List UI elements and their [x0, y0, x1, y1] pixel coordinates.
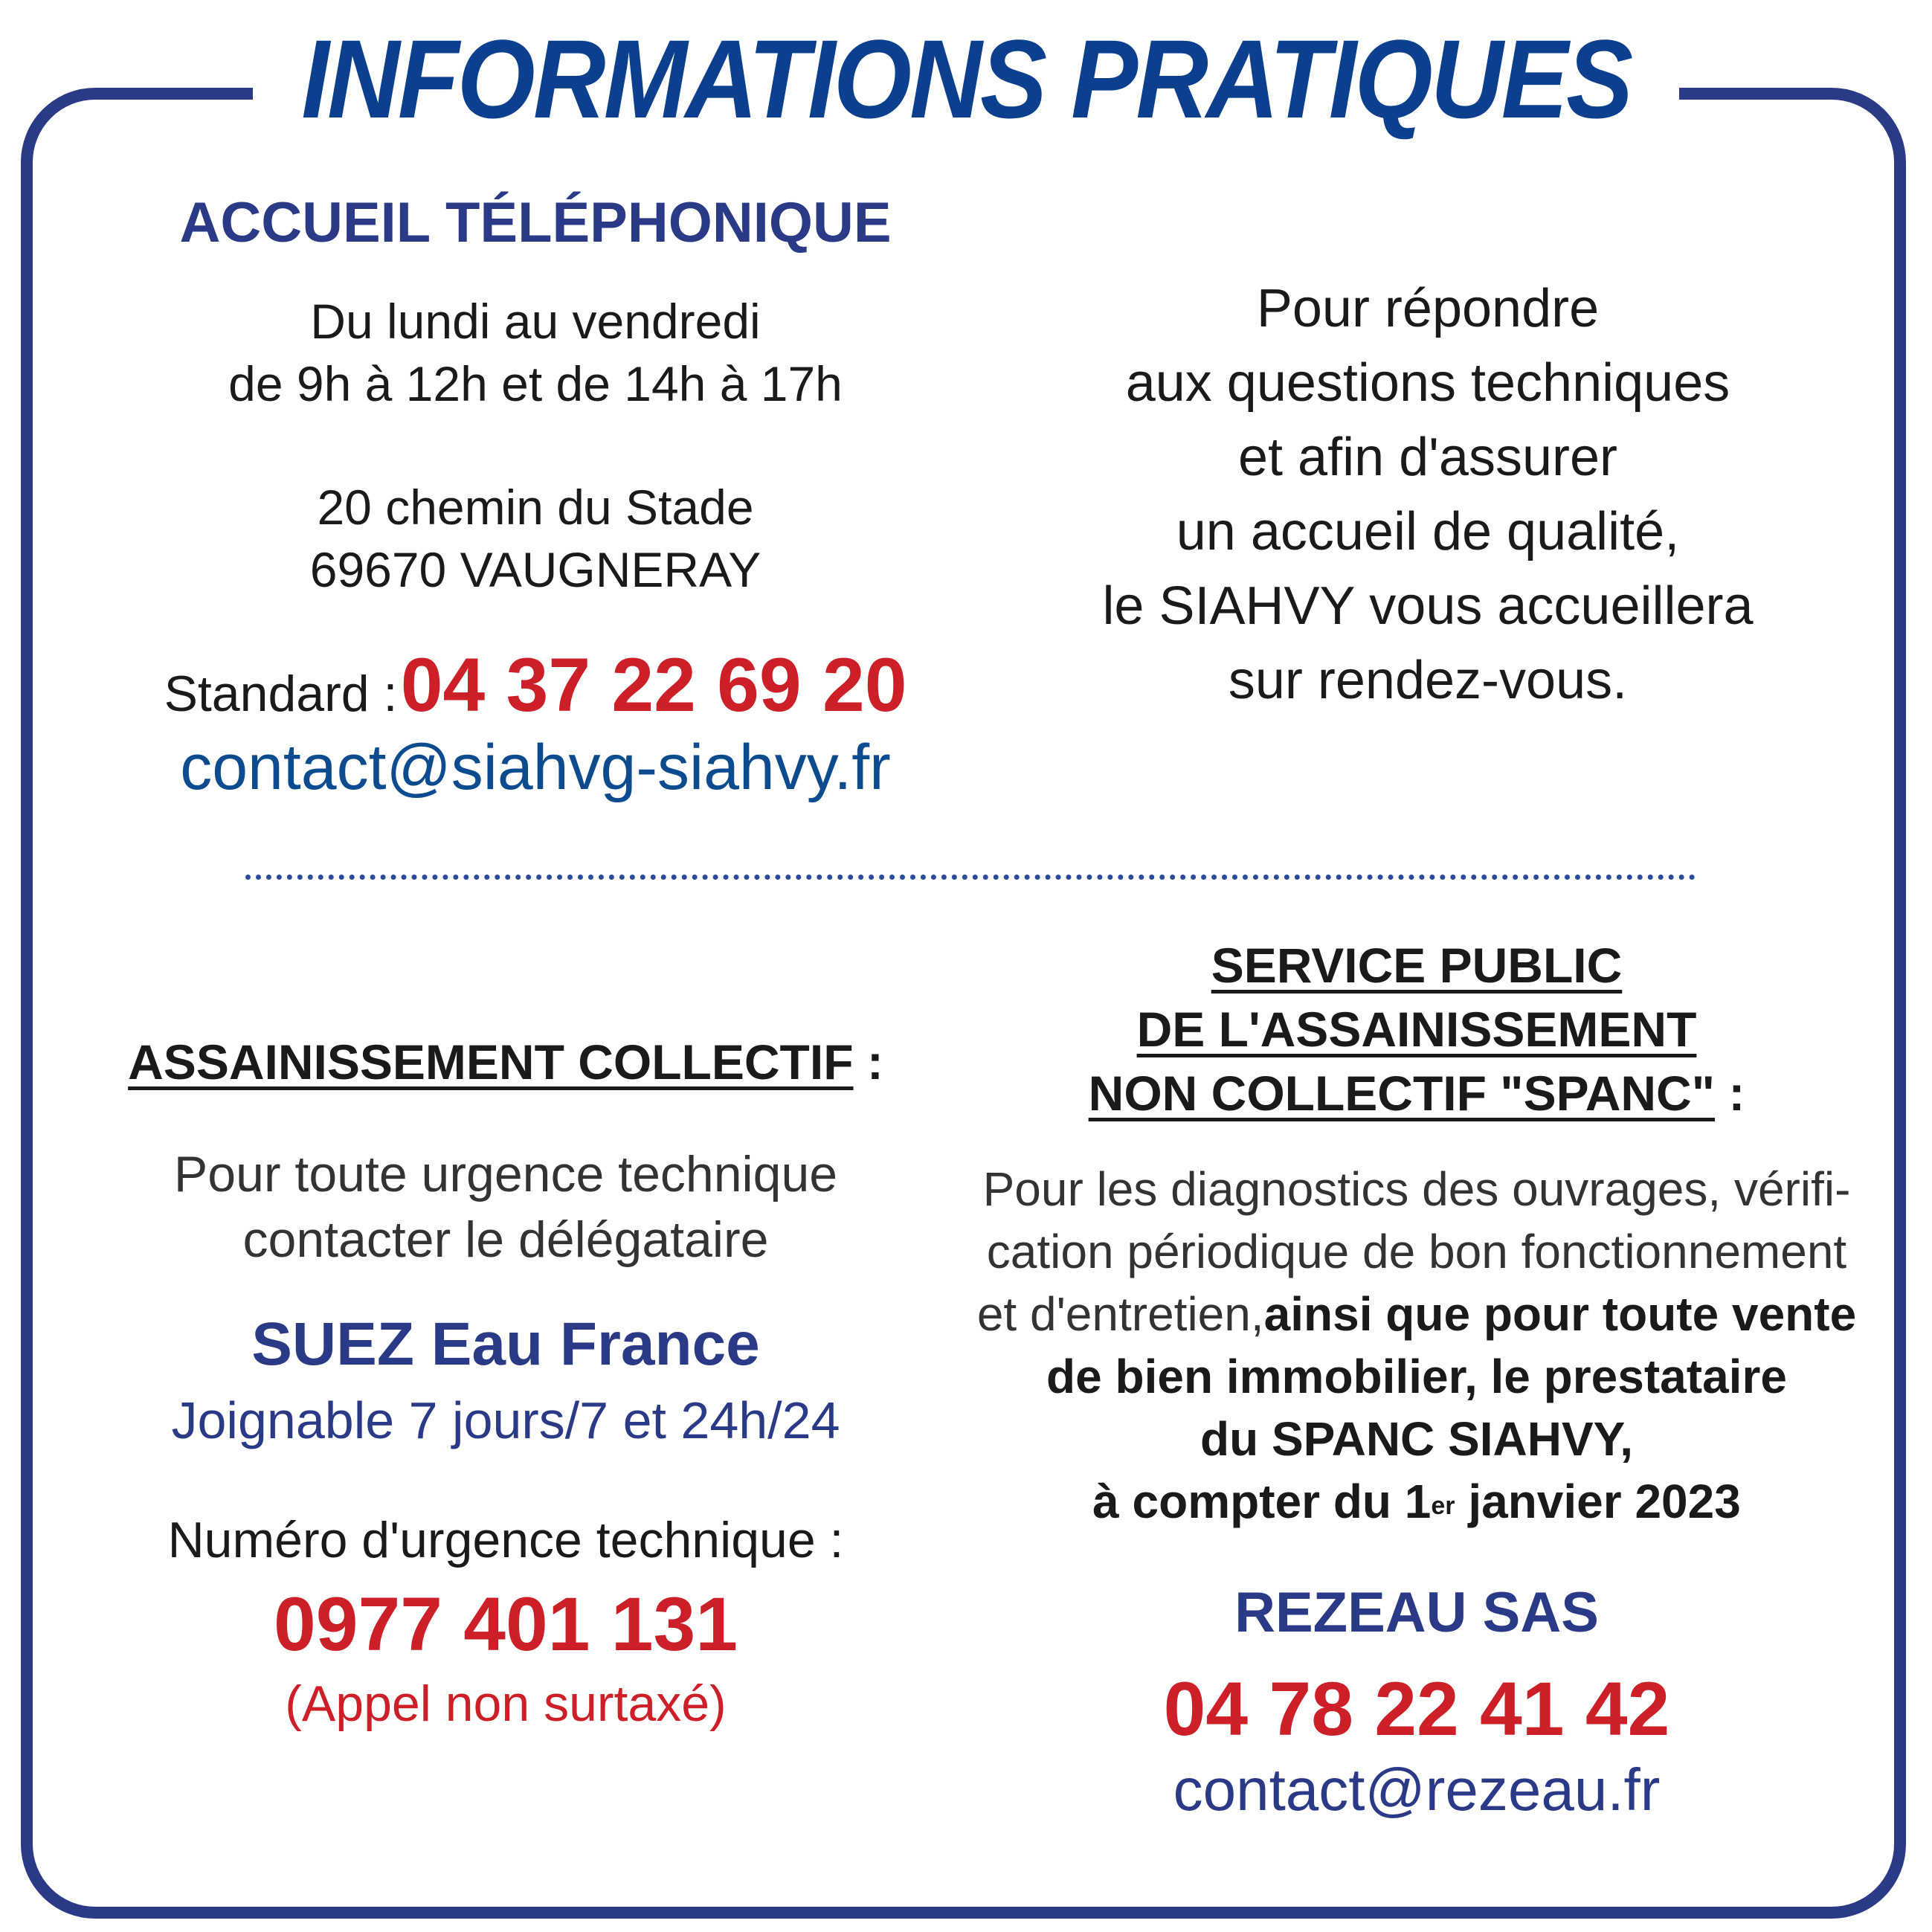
suez-company: SUEZ Eau France	[251, 1310, 760, 1378]
spanc-desc-line4: de bien immobilier, le prestataire	[1046, 1350, 1787, 1403]
rendezvous-line: et afin d'assurer	[1237, 428, 1617, 487]
rezeau-phone[interactable]: 04 78 22 41 42	[1163, 1667, 1670, 1751]
rezeau-company: REZEAU SAS	[1234, 1581, 1599, 1644]
collectif-heading-colon: :	[866, 1034, 883, 1089]
spanc-date-sup: er	[1431, 1492, 1455, 1520]
collectif-heading-row	[74, 1030, 937, 1094]
rendezvous-line: sur rendez-vous.	[1228, 651, 1628, 710]
title-banner	[253, 9, 1679, 149]
dotted-divider	[245, 875, 1696, 880]
standard-row	[89, 643, 982, 727]
accueil-section	[89, 191, 982, 803]
spanc-heading-text3: NON COLLECTIF "SPANC"	[1088, 1066, 1715, 1121]
spanc-desc-line6	[922, 1470, 1911, 1533]
spanc-desc-line3	[922, 1283, 1911, 1345]
spanc-heading-text1: SERVICE PUBLIC	[1211, 938, 1623, 993]
address-line1: 20 chemin du Stade	[317, 480, 754, 535]
rendezvous-line: le SIAHVY vous accueillera	[1102, 576, 1754, 636]
spanc-heading-colon: :	[1728, 1066, 1745, 1121]
accueil-hours: de 9h à 12h et de 14h à 17h	[228, 356, 843, 411]
spanc-date-pre: à compter du 1	[1092, 1475, 1432, 1528]
rendezvous-line: Pour répondre	[1256, 279, 1600, 338]
rendezvous-section	[982, 271, 1874, 718]
urgence-phone[interactable]: 0977 401 131	[274, 1582, 738, 1667]
accueil-email[interactable]: contact@siahvg-siahvy.fr	[180, 732, 891, 803]
standard-phone[interactable]: 04 37 22 69 20	[400, 643, 907, 727]
spanc-desc-line2: cation périodique de bon fonctionnement	[986, 1225, 1847, 1278]
suez-availability: Joignable 7 jours/7 et 24h/24	[171, 1391, 840, 1449]
standard-label: Standard :	[164, 666, 398, 722]
urgence-number-label: Numéro d'urgence technique :	[167, 1512, 844, 1568]
spanc-heading-line2	[922, 997, 1911, 1061]
urgence-note: (Appel non surtaxé)	[285, 1675, 727, 1732]
rendezvous-line: aux questions techniques	[1125, 353, 1730, 413]
collectif-urgence-line1: Pour toute urgence technique	[173, 1146, 838, 1202]
rezeau-email[interactable]: contact@rezeau.fr	[1173, 1756, 1661, 1823]
page-title: INFORMATIONS PRATIQUES	[300, 16, 1632, 141]
accueil-heading: ACCUEIL TÉLÉPHONIQUE	[179, 191, 892, 254]
spanc-date-post: janvier 2023	[1455, 1475, 1741, 1528]
spanc-desc-line3-bold: ainsi que pour toute vente	[1263, 1287, 1857, 1341]
spanc-heading-line1	[922, 933, 1911, 997]
address-line2: 69670 VAUGNERAY	[309, 542, 761, 597]
spanc-section	[922, 933, 1911, 1823]
rendezvous-line: un accueil de qualité,	[1176, 502, 1680, 561]
accueil-days: Du lundi au vendredi	[310, 294, 761, 349]
collectif-urgence-line2: contacter le délégataire	[242, 1211, 769, 1268]
spanc-desc-line1: Pour les diagnostics des ouvrages, vérifi-	[982, 1162, 1851, 1216]
spanc-desc-line5: du SPANC SIAHVY,	[1200, 1412, 1633, 1466]
collectif-section	[74, 1030, 937, 1732]
spanc-desc-line3-light: et d'entretien,	[976, 1287, 1264, 1341]
collectif-heading: ASSAINISSEMENT COLLECTIF	[128, 1034, 854, 1089]
spanc-heading-text2: DE L'ASSAINISSEMENT	[1136, 1002, 1697, 1057]
spanc-heading-line3	[922, 1061, 1911, 1125]
